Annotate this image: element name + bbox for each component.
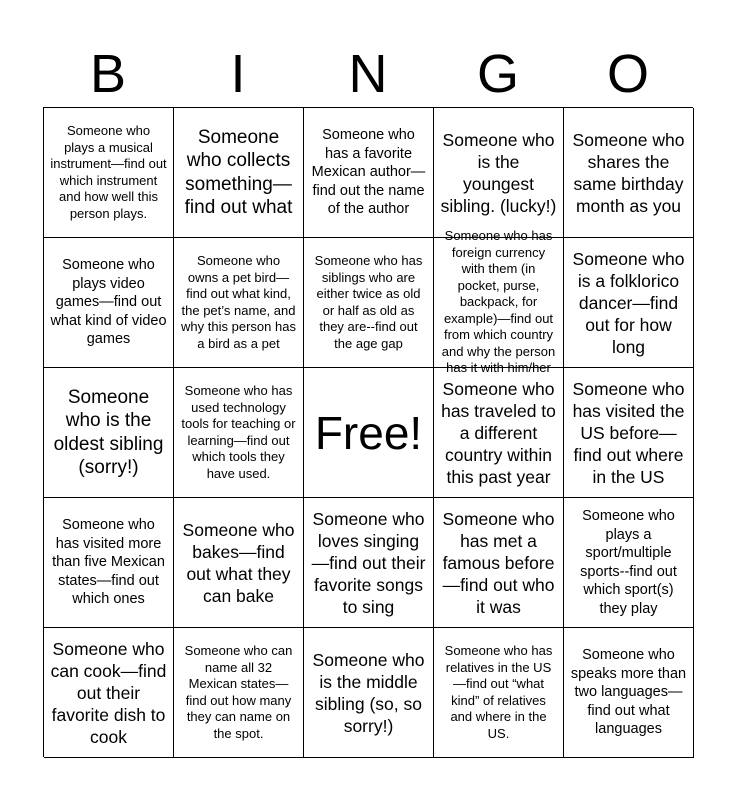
bingo-cell-5-3[interactable]: Someone who is the middle sibling (so, so sorry!) [304, 628, 434, 758]
bingo-free-cell[interactable]: Free! [304, 368, 434, 498]
bingo-cell-5-4[interactable]: Someone who has relatives in the US—find out “what kind” of relatives and where in the US. [434, 628, 564, 758]
bingo-cell-2-1[interactable]: Someone who plays video games—find out what kind of video games [44, 238, 174, 368]
bingo-cell-2-4[interactable]: Someone who has foreign currency with them (in pocket, purse, backpack, for example)—find out from which country and why the person has it with him/her [434, 238, 564, 368]
bingo-header [43, 44, 693, 104]
bingo-board [43, 107, 693, 757]
bingo-cell-5-1[interactable]: Someone who can cook—find out their favorite dish to cook [44, 628, 174, 758]
bingo-cell-5-2[interactable]: Someone who can name all 32 Mexican states—find out how many they can name on the spot. [174, 628, 304, 758]
bingo-cell-3-4[interactable]: Someone who has traveled to a different country within this past year [434, 368, 564, 498]
header-letter-b: B [89, 44, 127, 104]
bingo-cell-4-5[interactable]: Someone who plays a sport/multiple sports--find out which sport(s) they play [564, 498, 694, 628]
bingo-cell-1-1[interactable]: Someone who plays a musical instrument—find out which instrument and how well this person plays. [44, 108, 174, 238]
bingo-cell-3-1[interactable]: Someone who is the oldest sibling (sorry!) [44, 368, 174, 498]
header-letter-o: O [606, 44, 649, 104]
bingo-cell-1-3[interactable]: Someone who has a favorite Mexican author—find out the name of the author [304, 108, 434, 238]
bingo-cell-1-5[interactable]: Someone who shares the same birthday month as you [564, 108, 694, 238]
bingo-cell-2-2[interactable]: Someone who owns a pet bird—find out what kind, the pet’s name, and why this person has a bird as a pet [174, 238, 304, 368]
bingo-cell-1-4[interactable]: Someone who is the youngest sibling. (lucky!) [434, 108, 564, 238]
header-letter-g: G [476, 44, 519, 104]
header-letter-i: I [230, 44, 246, 104]
bingo-cell-4-1[interactable]: Someone who has visited more than five Mexican states—find out which ones [44, 498, 174, 628]
bingo-cell-5-5[interactable]: Someone who speaks more than two languages—find out what languages [564, 628, 694, 758]
bingo-cell-4-3[interactable]: Someone who loves singing—find out their favorite songs to sing [304, 498, 434, 628]
bingo-cell-4-2[interactable]: Someone who bakes—find out what they can bake [174, 498, 304, 628]
bingo-cell-2-5[interactable]: Someone who is a folklorico dancer—find out for how long [564, 238, 694, 368]
bingo-cell-1-2[interactable]: Someone who collects something—find out what [174, 108, 304, 238]
bingo-cell-4-4[interactable]: Someone who has met a famous before—find out who it was [434, 498, 564, 628]
bingo-cell-3-2[interactable]: Someone who has used technology tools for teaching or learning—find out which tools they have used. [174, 368, 304, 498]
bingo-cell-3-5[interactable]: Someone who has visited the US before—find out where in the US [564, 368, 694, 498]
header-letter-n: N [348, 44, 388, 104]
bingo-cell-2-3[interactable]: Someone who has siblings who are either twice as old or half as old as they are--find out the age gap [304, 238, 434, 368]
